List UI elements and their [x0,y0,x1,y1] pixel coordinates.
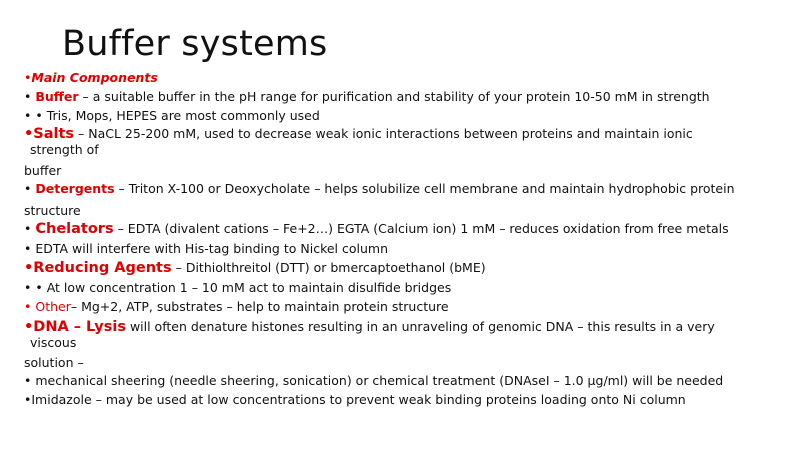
reducing-text: – Dithiolthreitol (DTT) or bmercaptoethanol (bME) [171,260,486,275]
bullet: • [24,126,34,142]
bullet: • [24,299,36,314]
label-other: Other [35,299,71,314]
line-dna [24,319,715,335]
bullet: • [24,260,34,276]
line-low-conc: • • At low concentration 1 – 10 mM act to maintain disulfide bridges [24,280,452,295]
label-chelators: Chelators [35,221,114,237]
slide-title: Buffer systems [62,24,328,64]
label-salts: Salts [33,126,75,142]
label-detergents: Detergents [35,181,115,196]
bullet: • [24,221,36,236]
bullet: • [24,70,32,85]
salts-text: – NaCL 25-200 mM, used to decrease weak ionic interactions between proteins and maintain ionic [74,126,693,141]
line-edta: • EDTA will interfere with His-tag binding to Nickel column [24,241,389,256]
buffer-text: – a suitable buffer in the pH range for purification and stability of your protein 10-50 mM in strength [78,89,710,104]
line-reducing [24,260,486,276]
label-dna: DNA – Lysis [33,319,126,335]
other-text: – Mg+2, ATP, substrates – help to maintain protein structure [70,299,449,314]
line-imidazole: •Imidazole – may be used at low concentrations to prevent weak binding proteins loading onto Ni column [24,392,686,407]
label-reducing: Reducing Agents [33,260,172,276]
line-chelators [24,221,729,237]
chelators-text: – EDTA (divalent cations – Fe+2…) EGTA (Calcium ion) 1 mM – reduces oxidation from free metals [113,221,729,236]
line-main-components [24,70,158,85]
line-solution: solution – [24,355,84,370]
line-tris: • • Tris, Mops, HEPES are most commonly used [24,108,320,123]
bullet: • [24,89,36,104]
line-detergents [24,181,735,196]
bullet: • [24,319,34,335]
line-salts [24,126,693,142]
line-structure: structure [24,203,81,218]
label-main-components: Main Components [31,70,158,85]
line-other [24,299,449,314]
line-viscous: viscous [30,335,77,350]
line-salts-cont: strength of [30,142,99,157]
line-buffer [24,89,710,104]
label-buffer: Buffer [35,89,79,104]
bullet: • [24,181,36,196]
dna-text: will often denature histones resulting in an unraveling of genomic DNA – this results in a very [125,319,715,334]
line-mechanical: • mechanical sheering (needle sheering, sonication) or chemical treatment (DNAseI – 1.0 µg/ml) will be needed [24,373,724,388]
line-buffer-word: buffer [24,163,62,178]
detergents-text: – Triton X-100 or Deoxycholate – helps solubilize cell membrane and maintain hydrophobic protein [114,181,735,196]
